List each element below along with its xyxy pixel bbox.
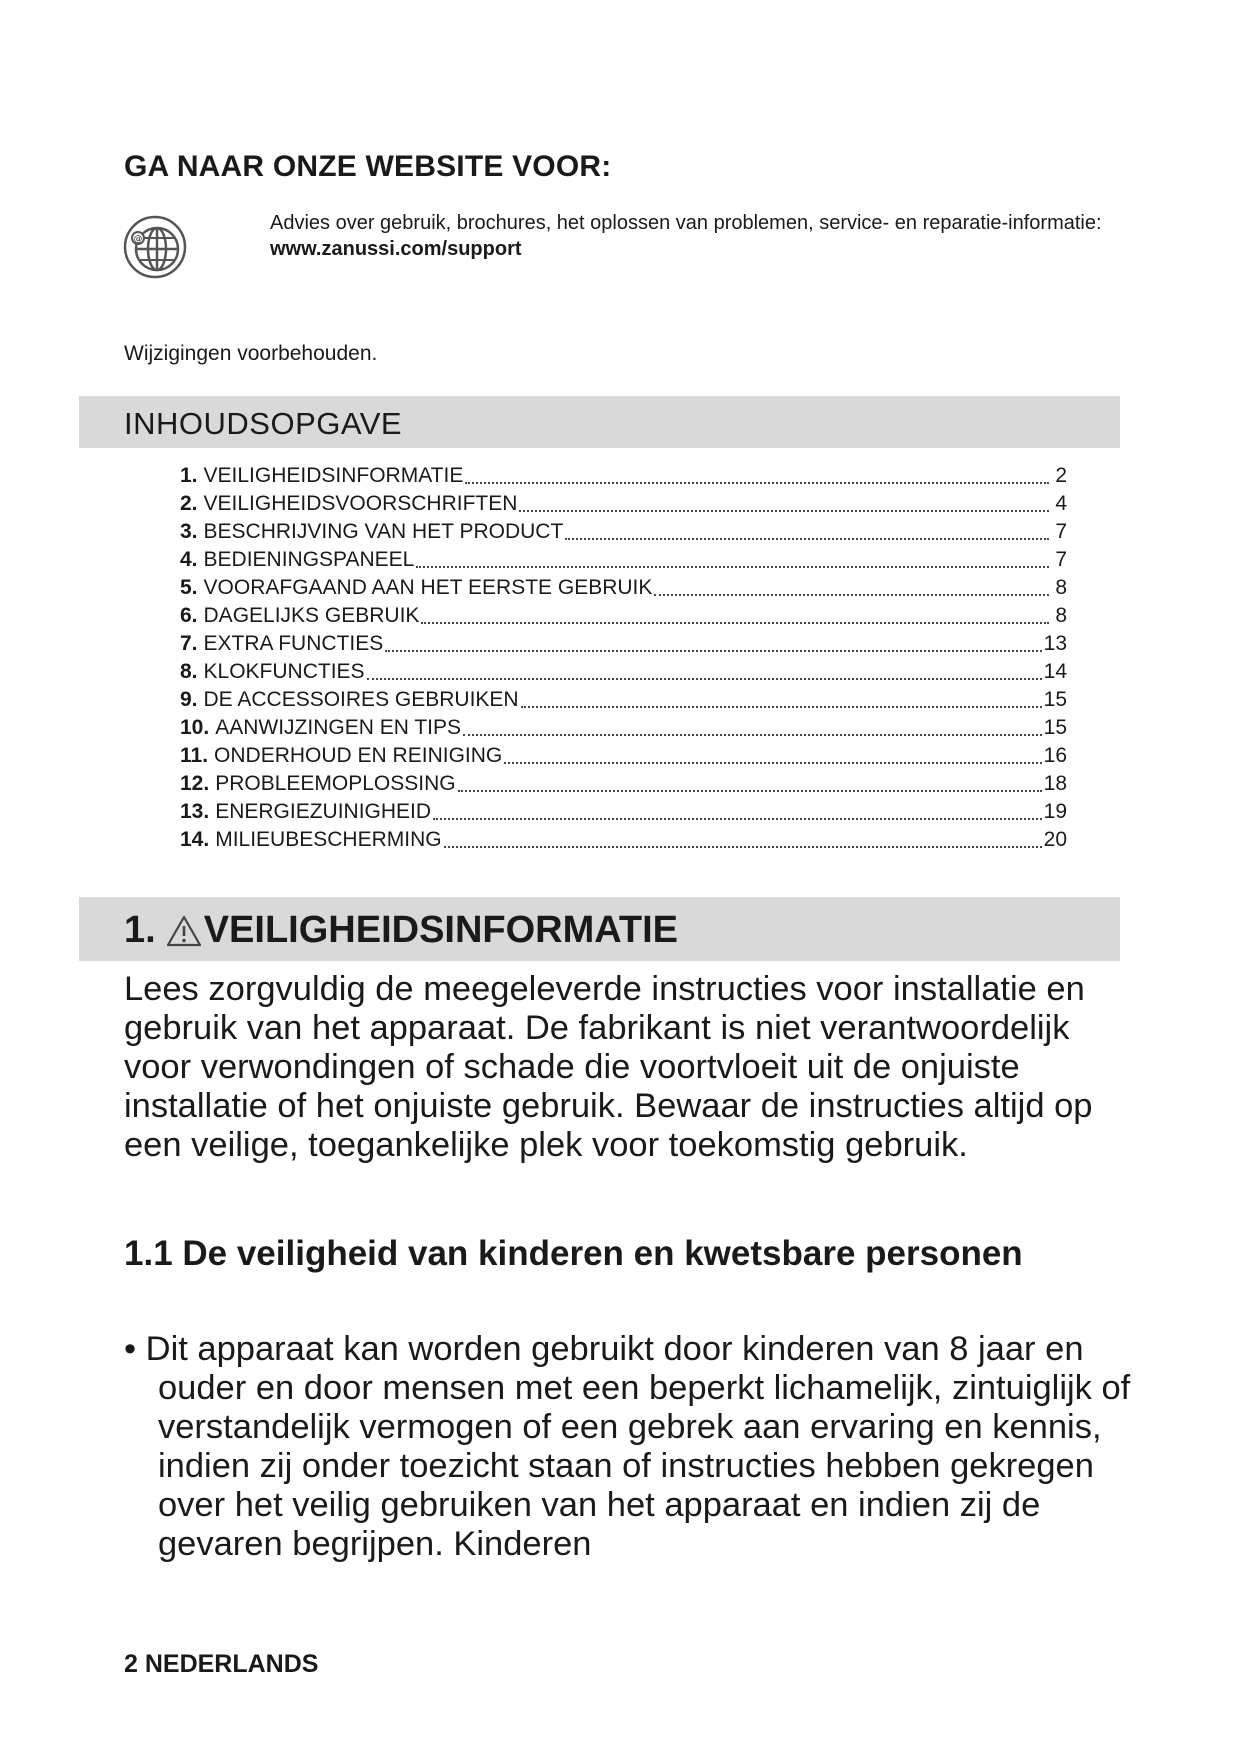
page-footer: 2 NEDERLANDS — [124, 1650, 319, 1678]
toc-item[interactable]: 3. BESCHRIJVING VAN HET PRODUCT 7 — [180, 520, 1067, 543]
toc-item[interactable]: 8. KLOKFUNCTIES 14 — [180, 660, 1067, 683]
toc-item[interactable]: 1. VEILIGHEIDSINFORMATIE 2 — [180, 464, 1067, 487]
section-label: VEILIGHEIDSINFORMATIE — [203, 909, 679, 951]
toc-item[interactable]: 7. EXTRA FUNCTIES 13 — [180, 632, 1067, 655]
bullet-text: Dit apparaat kan worden gebruikt door kinderen van 8 jaar en ouder en door mensen met een beperkt lichamelijk, zintuiglijk of verstandelijk vermogen of een gebrek aan ervaring en kennis, indien zij onder toezicht staan of instructies hebben gekregen over het veilig gebruiken van het apparaat en indien zij de gevaren begrijpen. Kinderen — [145, 1330, 1131, 1563]
section-header-bar — [79, 897, 1120, 961]
toc-title: INHOUDSOPGAVE — [124, 406, 403, 441]
support-description: Advies over gebruik, brochures, het oplossen van problemen, service- en reparatie-informatie: — [270, 212, 1102, 234]
toc-item[interactable]: 13. ENERGIEZUINIGHEID 19 — [180, 800, 1067, 823]
toc-item[interactable]: 5. VOORAFGAAND AAN HET EERSTE GEBRUIK 8 — [180, 576, 1067, 599]
toc-item[interactable]: 9. DE ACCESSOIRES GEBRUIKEN 15 — [180, 688, 1067, 711]
bullet-item: • Dit apparaat kan worden gebruikt door kinderen van 8 jaar en ouder en door mensen met een beperkt lichamelijk, zintuiglijk of verstandelijk vermogen of een gebrek aan ervaring en kennis, indien zij onder toezicht staan of instructies hebben gekregen over het veilig gebruiken van het apparaat en indien zij de gevaren begrijpen. Kinderen — [124, 1330, 1131, 1563]
section-title — [124, 909, 678, 952]
toc-item[interactable]: 4. BEDIENINGSPANEEL 7 — [180, 548, 1067, 571]
toc-item[interactable]: 11. ONDERHOUD EN REINIGING 16 — [180, 744, 1067, 767]
changes-note: Wijzigingen voorbehouden. — [124, 342, 378, 365]
warning-icon — [166, 915, 202, 947]
intro-paragraph: Lees zorgvuldig de meegeleverde instructies voor installatie en gebruik van het apparaat. De fabrikant is niet verantwoordelijk voor verwondingen of schade die voortvloeit uit de onjuiste installatie of het onjuiste gebruik. Bewaar de instructies altijd op een veilige, toegankelijke plek voor toekomstig gebruik. — [124, 970, 1093, 1164]
toc-item[interactable]: 10. AANWIJZINGEN EN TIPS 15 — [180, 716, 1067, 739]
toc-item[interactable]: 6. DAGELIJKS GEBRUIK 8 — [180, 604, 1067, 627]
svg-text:@: @ — [133, 234, 143, 245]
toc-header-bar — [79, 396, 1120, 448]
toc-item[interactable]: 12. PROBLEEMOPLOSSING 18 — [180, 772, 1067, 795]
subsection-heading: 1.1 De veiligheid van kinderen en kwetsbare personen — [124, 1234, 1023, 1273]
toc-item[interactable]: 14. MILIEUBESCHERMING 20 — [180, 828, 1067, 851]
toc-list — [180, 462, 1067, 854]
section-number: 1. — [124, 909, 156, 951]
globe-icon — [122, 214, 188, 280]
support-url[interactable]: www.zanussi.com/support — [270, 238, 522, 260]
toc-item[interactable]: 2. VEILIGHEIDSVOORSCHRIFTEN 4 — [180, 492, 1067, 515]
website-heading: GA NAAR ONZE WEBSITE VOOR: — [124, 150, 612, 183]
support-info — [270, 210, 1130, 262]
